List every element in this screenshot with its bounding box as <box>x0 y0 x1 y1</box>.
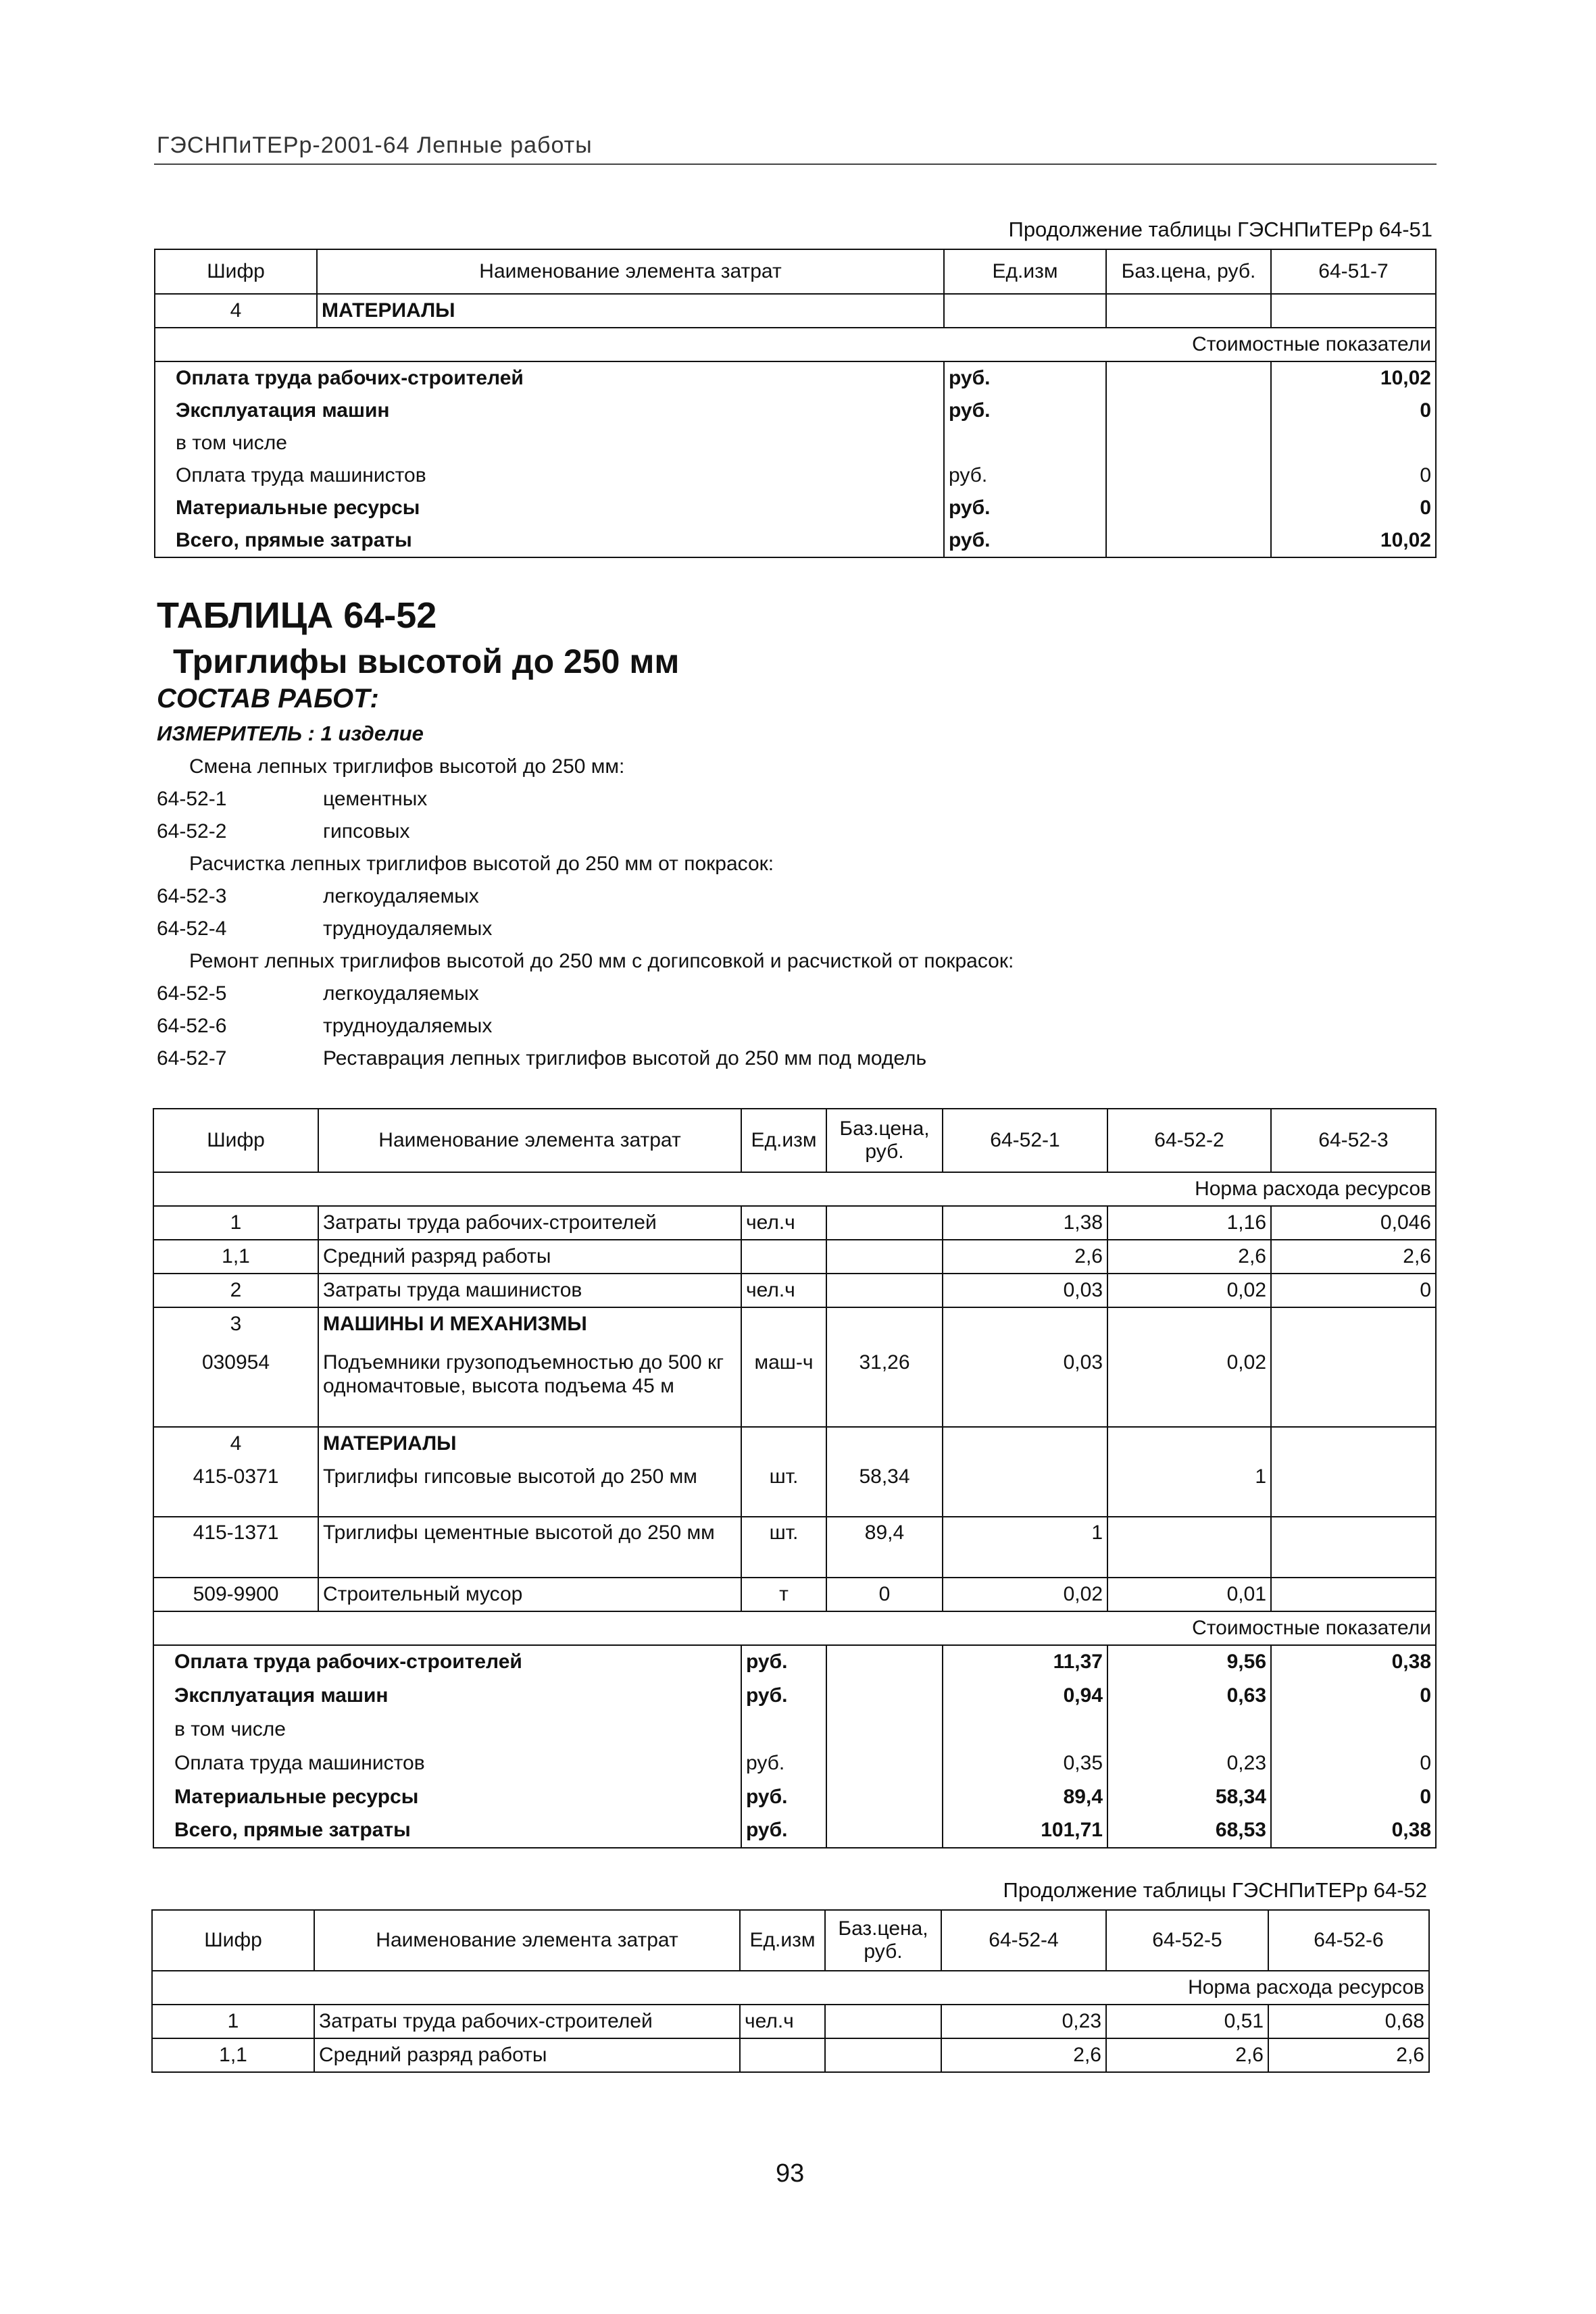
cost-row: Оплата труда машинистов руб. 0 <box>155 459 1436 492</box>
header-cell: Наименование элемента затрат <box>317 249 944 294</box>
header-cell: Ед.изм <box>944 249 1106 294</box>
table-row: 415-1371 Триглифы цементные высотой до 250 мм шт. 89,4 1 <box>153 1517 1436 1578</box>
works-item-code: 64-52-1 <box>157 788 227 810</box>
works-item-code: 64-52-5 <box>157 982 227 1005</box>
works-item-code: 64-52-2 <box>157 820 227 842</box>
cost-row: Оплата труда рабочих-строителей руб. 10,02 <box>155 361 1436 395</box>
works-item-code: 64-52-6 <box>157 1015 227 1037</box>
works-item-text: гипсовых <box>323 820 410 842</box>
header-cell: 64-52-6 <box>1268 1910 1429 1971</box>
table-row: 415-0371 Триглифы гипсовые высотой до 250 мм шт. 58,34 1 <box>153 1460 1436 1517</box>
table-row: 3 МАШИНЫ И МЕХАНИЗМЫ <box>153 1307 1436 1340</box>
header-cell: 64-52-2 <box>1107 1109 1271 1172</box>
works-group-title: Расчистка лепных триглифов высотой до 250 мм от покрасок: <box>189 853 774 875</box>
cost-row: Всего, прямые затраты руб. 10,02 <box>155 524 1436 557</box>
page-number: 93 <box>776 2159 805 2188</box>
cost-caption-row <box>153 1611 1436 1645</box>
bottom-table-header-row <box>152 1910 1429 1971</box>
norm-caption: Норма расхода ресурсов <box>152 1971 1429 2005</box>
meter-label: ИЗМЕРИТЕЛЬ : 1 изделие <box>157 722 424 745</box>
table-row: 509-9900 Строительный мусор т 0 0,02 0,01 <box>153 1578 1436 1611</box>
header-cell: Баз.цена, руб. <box>1106 249 1271 294</box>
works-label: СОСТАВ РАБОТ: <box>157 684 379 713</box>
works-item-code: 64-52-7 <box>157 1047 227 1070</box>
section-code: 4 <box>155 294 317 328</box>
bottom-table-caption: Продолжение таблицы ГЭСНПиТЕРр 64-52 <box>1003 1878 1427 1902</box>
header-cell: 64-52-4 <box>941 1910 1106 1971</box>
header-cell: 64-52-3 <box>1271 1109 1436 1172</box>
header-cell: Баз.цена, руб. <box>825 1910 941 1971</box>
table-row: 1,1 Средний разряд работы 2,6 2,6 2,6 <box>153 1240 1436 1274</box>
header-cell: Наименование элемента затрат <box>318 1109 741 1172</box>
cost-caption: Стоимостные показатели <box>153 1611 1436 1645</box>
table-row: 2 Затраты труда машинистов чел.ч 0,03 0,02 0 <box>153 1274 1436 1307</box>
header-cell: Ед.изм <box>740 1910 825 1971</box>
norm-caption-row <box>152 1971 1429 2005</box>
header-cell: Баз.цена, руб. <box>826 1109 943 1172</box>
header-cell: Наименование элемента затрат <box>314 1910 740 1971</box>
cost-row: в том числе <box>155 427 1436 459</box>
works-item-code: 64-52-3 <box>157 885 227 907</box>
works-item-text: трудноудаляемых <box>323 917 493 940</box>
top-table-caption: Продолжение таблицы ГЭСНПиТЕРр 64-51 <box>1008 218 1432 241</box>
works-group-title: Смена лепных триглифов высотой до 250 мм: <box>189 755 625 778</box>
cost-caption: Стоимостные показатели <box>155 328 1436 361</box>
section-name: МАТЕРИАЛЫ <box>317 294 944 328</box>
main-table-header-row <box>153 1109 1436 1172</box>
table-row: 1 Затраты труда рабочих-строителей чел.ч 1,38 1,16 0,046 <box>153 1206 1436 1240</box>
cost-row: в том числе <box>153 1713 1436 1746</box>
norm-caption: Норма расхода ресурсов <box>153 1172 1436 1206</box>
cost-row: Эксплуатация машин руб. 0,94 0,63 0 <box>153 1679 1436 1713</box>
table-subtitle: Триглифы высотой до 250 мм <box>173 643 680 680</box>
header-cell: Шифр <box>153 1109 318 1172</box>
works-item-text: Реставрация лепных триглифов высотой до 250 мм под модель <box>323 1047 927 1070</box>
top-table-section-row <box>155 294 1436 328</box>
table-row: 1 Затраты труда рабочих-строителей чел.ч 0,23 0,51 0,68 <box>152 2005 1429 2038</box>
works-group-title: Ремонт лепных триглифов высотой до 250 мм с догипсовкой и расчисткой от покрасок: <box>189 950 1014 972</box>
works-item-code: 64-52-4 <box>157 917 227 940</box>
header-cell: Шифр <box>155 249 317 294</box>
cost-row: Эксплуатация машин руб. 0 <box>155 395 1436 427</box>
cost-row: Всего, прямые затраты руб. 101,71 68,53 0,38 <box>153 1814 1436 1848</box>
table-row: 4 МАТЕРИАЛЫ <box>153 1427 1436 1460</box>
main-table <box>153 1108 1437 1848</box>
header-cell: 64-52-1 <box>943 1109 1107 1172</box>
works-item-text: трудноудаляемых <box>323 1015 493 1037</box>
header-cell: 64-52-5 <box>1106 1910 1268 1971</box>
works-item-text: легкоудаляемых <box>323 982 479 1005</box>
works-item-text: легкоудаляемых <box>323 885 479 907</box>
top-table <box>154 249 1437 558</box>
header-cell: 64-51-7 <box>1271 249 1436 294</box>
cost-row: Материальные ресурсы руб. 89,4 58,34 0 <box>153 1780 1436 1814</box>
top-table-cost-caption-row <box>155 328 1436 361</box>
table-row: 1,1 Средний разряд работы 2,6 2,6 2,6 <box>152 2038 1429 2072</box>
cost-row: Оплата труда рабочих-строителей руб. 11,37 9,56 0,38 <box>153 1645 1436 1679</box>
cost-row: Оплата труда машинистов руб. 0,35 0,23 0 <box>153 1746 1436 1780</box>
header-cell: Шифр <box>152 1910 314 1971</box>
table-row: 030954 Подъемники грузоподъемностью до 500 кг одномачтовые, высота подъема 45 м маш-ч 31,26 0,03 0,02 <box>153 1340 1436 1427</box>
running-header: ГЭСНПиТЕРр-2001-64 Лепные работы <box>157 132 593 158</box>
bottom-table <box>151 1909 1430 2073</box>
norm-caption-row <box>153 1172 1436 1206</box>
header-cell: Ед.изм <box>741 1109 826 1172</box>
header-rule <box>154 164 1437 165</box>
top-table-header-row <box>155 249 1436 294</box>
works-item-text: цементных <box>323 788 428 810</box>
cost-row: Материальные ресурсы руб. 0 <box>155 492 1436 524</box>
table-title: ТАБЛИЦА 64-52 <box>157 595 437 636</box>
